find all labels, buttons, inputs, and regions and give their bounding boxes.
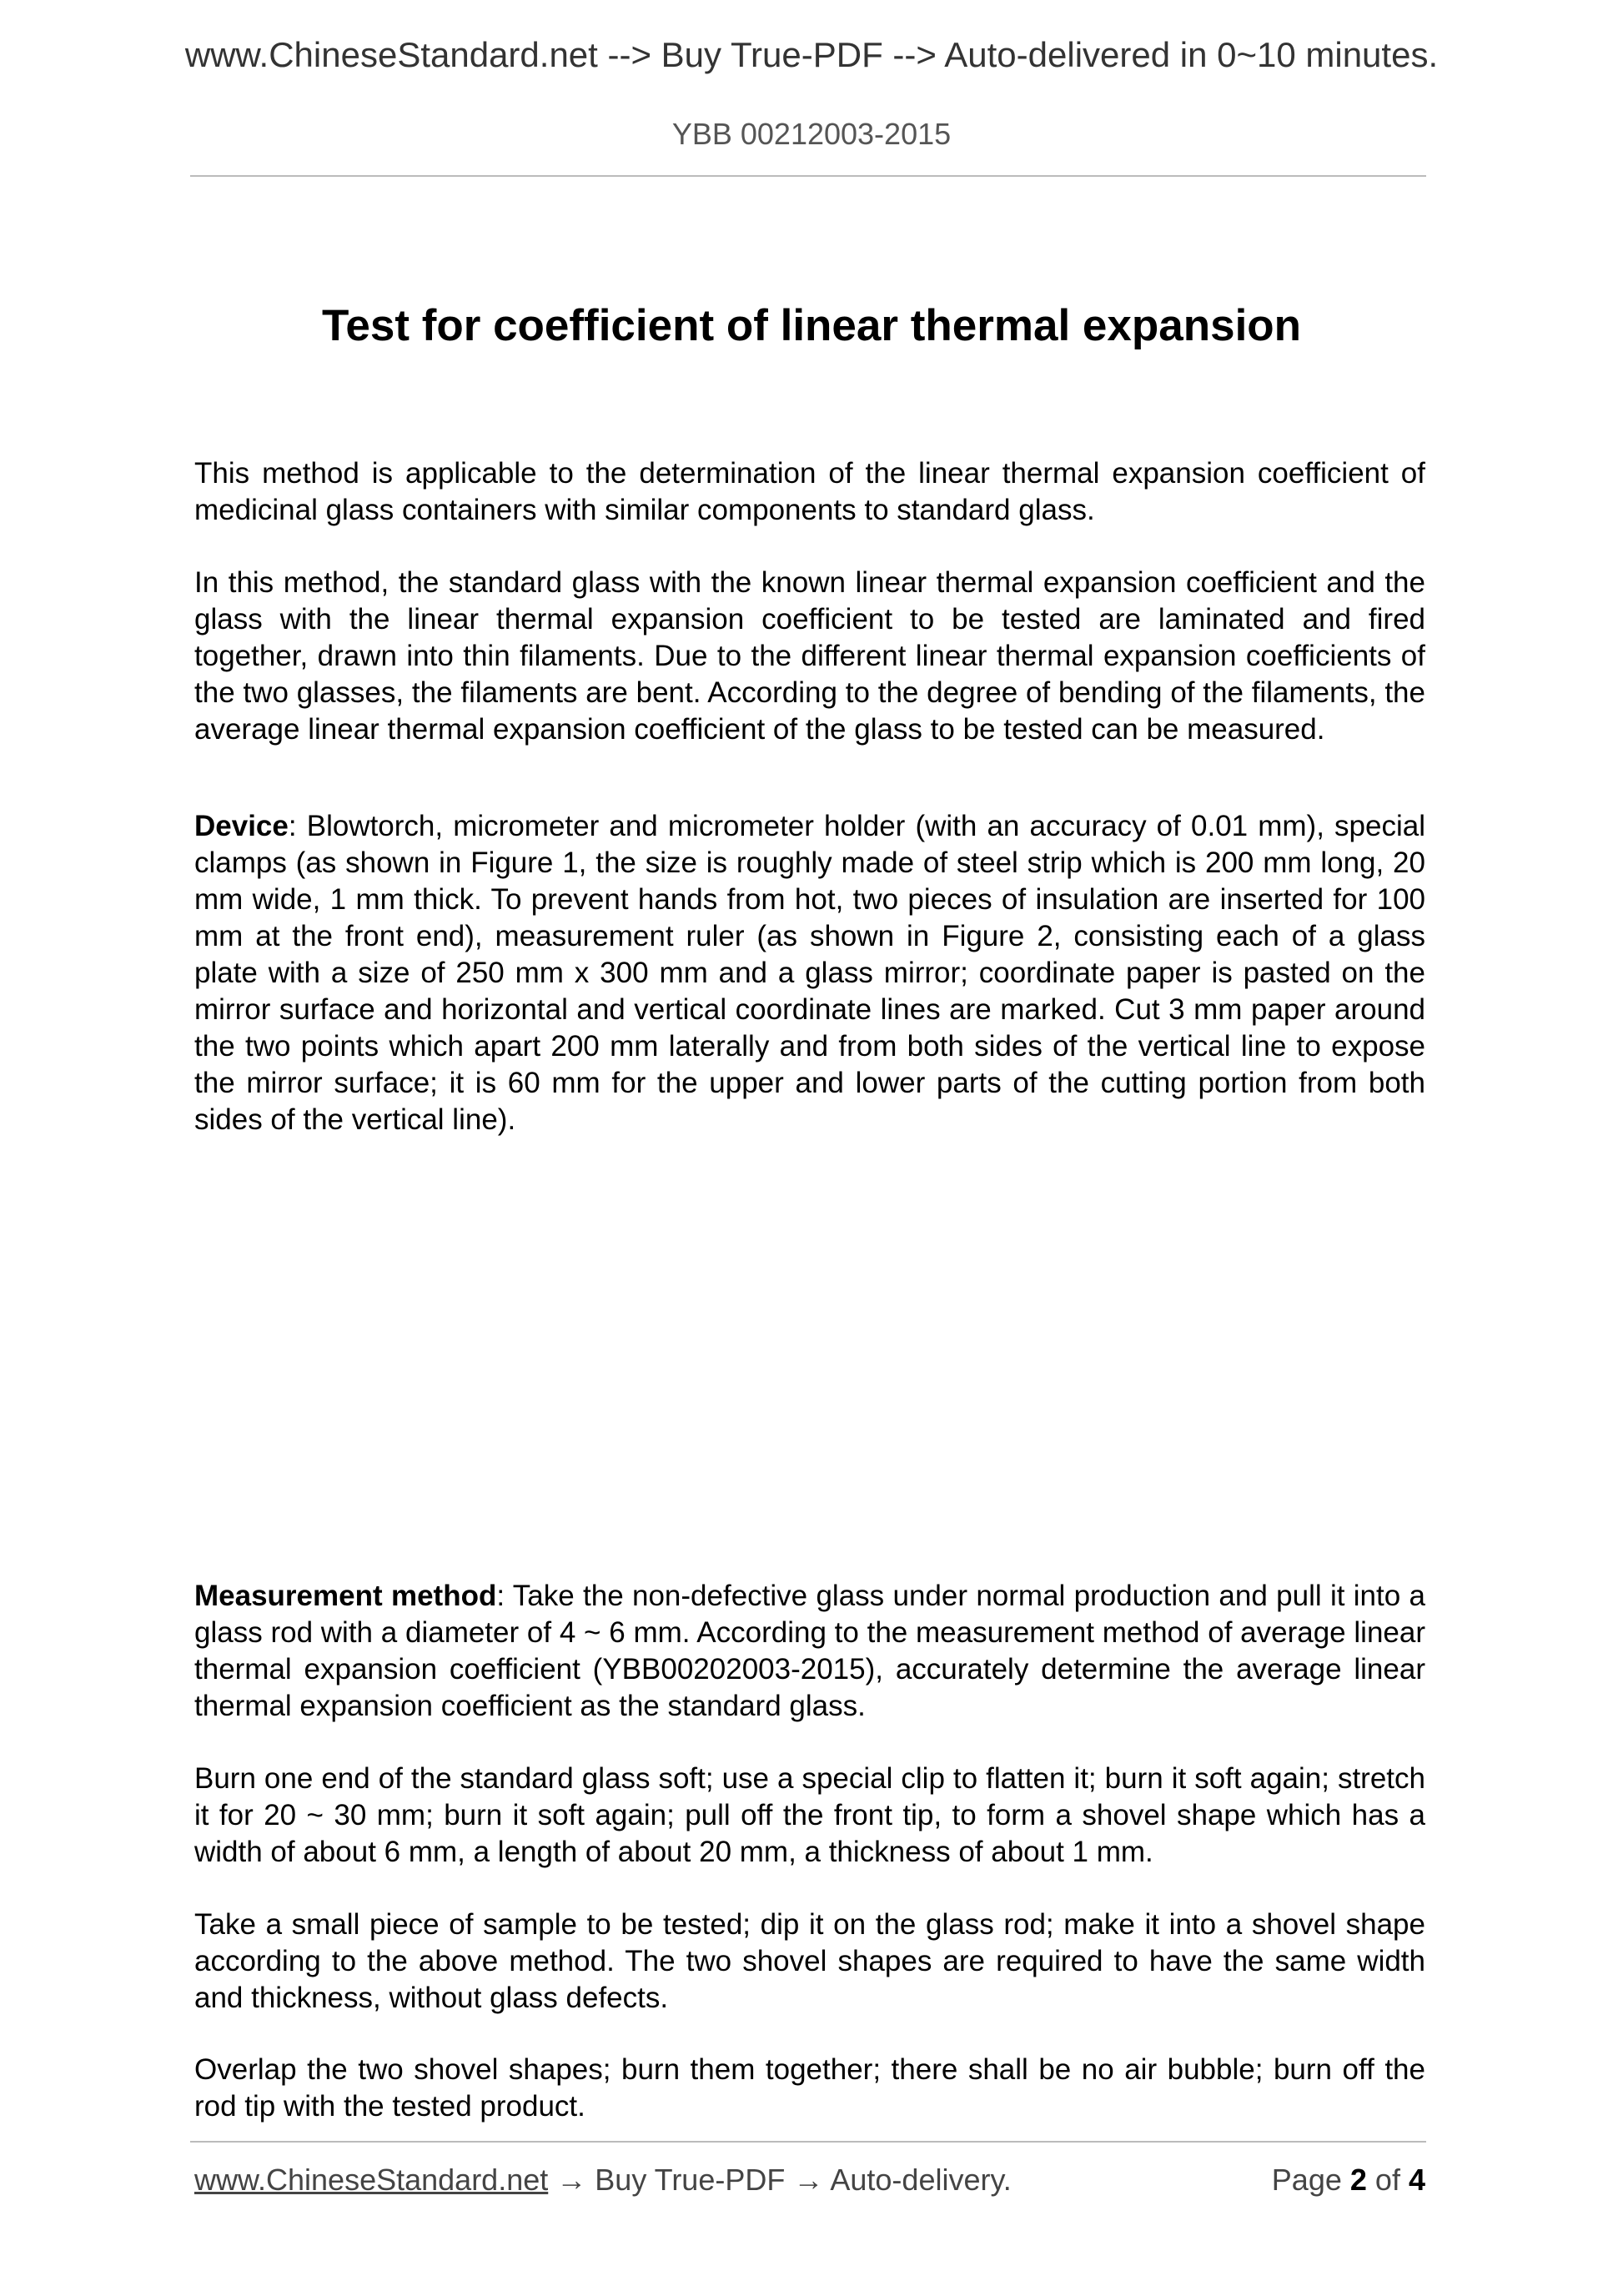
method-paragraph — [194, 1578, 1425, 1725]
site-banner: www.ChineseStandard.net --> Buy True-PDF --> Auto-delivered in 0~10 minutes. — [184, 35, 1439, 74]
buy-pdf-text: Buy True-PDF — [595, 2163, 786, 2197]
page-prefix: Page — [1271, 2163, 1342, 2197]
page-indicator — [1272, 2163, 1425, 2198]
footer-links — [194, 2163, 1012, 2198]
principle-paragraph: In this method, the standard glass with the known linear thermal expansion coefficient and the glass with the linear thermal expansion coefficient to be tested are laminated and fired together, drawn into thin filaments. Due to the different linear thermal expansion coefficients of the two glasses, the filaments are bent. According to the degree of bending of the filaments, the average linear thermal expansion coefficient of the glass to be tested can be measured. — [194, 566, 1425, 746]
website-link[interactable]: www.ChineseStandard.net — [194, 2163, 549, 2197]
shovel-paragraph: Burn one end of the standard glass soft; use a special clip to flatten it; burn it soft again; stretch it for 20 ~ 30 mm; burn it soft again; pull off the front tip, to form a shovel shape which has a width of about 6 mm, a length of about 20 mm, a thickness of about 1 mm. — [194, 1762, 1425, 1868]
arrow-right-icon: → — [793, 2163, 824, 2197]
method-label: Measurement method — [194, 1580, 497, 1612]
device-paragraph — [194, 808, 1425, 1138]
standard-code: YBB 00212003-2015 — [671, 117, 952, 151]
overlap-paragraph: Overlap the two shovel shapes; burn them together; there shall be no air bubble; burn off the rod tip with the tested product. — [194, 2053, 1425, 2123]
auto-delivery-text: Auto-delivery. — [830, 2163, 1012, 2197]
header-divider — [190, 175, 1426, 177]
sample-paragraph: Take a small piece of sample to be tested; dip it on the glass rod; make it into a shovel shape according to the above method. The two shovel shapes are required to have the same width and thickness, without glass defects. — [194, 1908, 1425, 2014]
page-of: of — [1374, 2163, 1400, 2197]
device-text: : Blowtorch, micrometer and micrometer holder (with an accuracy of 0.01 mm), special clamps (as shown in Figure 1, the size is roughly made of steel strip which is 200 mm long, 20 mm wide, 1 mm thick. To prevent hands from hot, two pieces of insulation are inserted for 100 mm at the front end), measurement ruler (as shown in Figure 2, consisting each of a glass plate with a size of 250 mm x 300 mm and a glass mirror; coordinate paper is pasted on the mirror surface and horizontal and vertical coordinate lines are marked. Cut 3 mm paper around the two points which apart 200 mm laterally and from both sides of the vertical line to expose the mirror surface; it is 60 mm for the upper and lower parts of the cutting portion from both sides of the vertical line). — [194, 810, 1425, 1136]
device-label: Device — [194, 810, 289, 842]
page-total: 4 — [1408, 2163, 1425, 2197]
page-current: 2 — [1349, 2163, 1367, 2197]
method-text: : Take the non-defective glass under normal production and pull it into a glass rod with a diameter of 4 ~ 6 mm. According to the measurement method of average linear thermal expansion coefficient (YBB00202003-2015), accurately determine the average linear thermal expansion coefficient as the standard glass. — [194, 1580, 1425, 1722]
footer-divider — [190, 2141, 1426, 2143]
intro-paragraph: This method is applicable to the determination of the linear thermal expansion coefficient of medicinal glass containers with similar components to standard glass. — [194, 457, 1425, 526]
document-title: Test for coefficient of linear thermal expansion — [321, 301, 1302, 350]
arrow-right-icon: → — [556, 2163, 587, 2197]
